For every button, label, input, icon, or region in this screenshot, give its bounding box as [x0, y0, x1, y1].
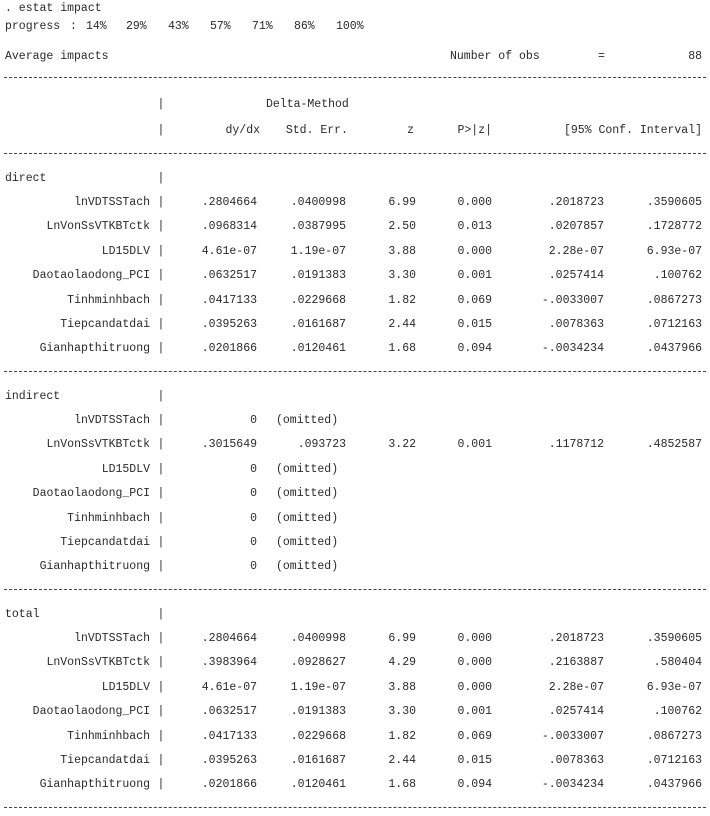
progress-step: 100% — [336, 20, 364, 33]
cell-ci-lower: .0078363 — [548, 318, 604, 331]
column-separator: | — [157, 705, 165, 718]
column-separator: | — [157, 778, 165, 791]
progress-step: 57% — [210, 20, 231, 33]
column-separator: | — [157, 294, 165, 307]
cell-dydx: .0417133 — [201, 730, 257, 743]
obs-equals: = — [598, 50, 605, 63]
cell-ci-lower: .2163887 — [548, 656, 604, 669]
cell-z: 3.88 — [388, 245, 416, 258]
section-label-direct: direct — [5, 172, 47, 185]
column-separator: | — [157, 608, 165, 621]
cell-ci-upper: .580404 — [653, 656, 702, 669]
cell-ci-lower: .0078363 — [548, 754, 604, 767]
row-variable-name: lnVDTSSTach — [74, 414, 150, 427]
column-separator: | — [157, 220, 165, 233]
cell-ci-lower: -.0034234 — [541, 342, 604, 355]
cell-z: 3.88 — [388, 681, 416, 694]
cell-ci-lower: -.0033007 — [541, 730, 604, 743]
row-variable-name: LnVonSsVTKBTctk — [46, 220, 150, 233]
row-variable-name: lnVDTSSTach — [74, 632, 150, 645]
cell-dydx: .3015649 — [201, 438, 257, 451]
row-variable-name: Gianhapthitruong — [39, 778, 150, 791]
cell-ci-upper: .3590605 — [646, 196, 702, 209]
cell-std-err: .093723 — [297, 438, 346, 451]
cell-std-err: 1.19e-07 — [290, 681, 346, 694]
cell-ci-upper: 6.93e-07 — [646, 245, 702, 258]
cell-p: 0.001 — [457, 438, 492, 451]
cell-z: 1.82 — [388, 294, 416, 307]
cell-ci-upper: .0867273 — [646, 730, 702, 743]
cell-z: 6.99 — [388, 196, 416, 209]
cell-dydx: .2804664 — [201, 632, 257, 645]
cell-p: 0.015 — [457, 318, 492, 331]
cell-dydx: 4.61e-07 — [201, 681, 257, 694]
cell-dydx: .0201866 — [201, 342, 257, 355]
column-separator: | — [157, 632, 165, 645]
cell-std-err: .0400998 — [290, 632, 346, 645]
cell-std-err: .0161687 — [290, 318, 346, 331]
column-separator: | — [157, 438, 165, 451]
row-variable-name: LD15DLV — [101, 463, 150, 476]
column-separator: | — [157, 512, 165, 525]
column-separator: | — [157, 656, 165, 669]
cell-p: 0.000 — [457, 681, 492, 694]
cell-std-err: .0400998 — [290, 196, 346, 209]
row-variable-name: lnVDTSSTach — [74, 196, 150, 209]
divider-split — [4, 153, 706, 154]
row-variable-name: Daotaolaodong_PCI — [32, 705, 150, 718]
cell-std-err: .0161687 — [290, 754, 346, 767]
cell-dydx: .0201866 — [201, 778, 257, 791]
cell-dydx: 0 — [250, 512, 257, 525]
divider — [4, 77, 706, 78]
cell-dydx: .0395263 — [201, 318, 257, 331]
row-variable-name: Tinhminhbach — [67, 512, 150, 525]
cell-ci-upper: .0712163 — [646, 754, 702, 767]
cell-ci-lower: .0257414 — [548, 269, 604, 282]
cell-p: 0.015 — [457, 754, 492, 767]
row-variable-name: Gianhapthitruong — [39, 560, 150, 573]
column-separator: | — [157, 681, 165, 694]
cell-dydx: 0 — [250, 560, 257, 573]
cell-dydx: 0 — [250, 536, 257, 549]
cell-z: 6.99 — [388, 632, 416, 645]
cell-ci-lower: .1178712 — [548, 438, 604, 451]
cell-dydx: 0 — [250, 414, 257, 427]
cell-ci-lower: 2.28e-07 — [548, 681, 604, 694]
progress-step: 43% — [168, 20, 189, 33]
cell-std-err: 1.19e-07 — [290, 245, 346, 258]
cell-std-err: .0387995 — [290, 220, 346, 233]
cell-z: 3.30 — [388, 269, 416, 282]
obs-value: 88 — [688, 50, 702, 63]
cell-p: 0.001 — [457, 269, 492, 282]
cell-ci-upper: .1728772 — [646, 220, 702, 233]
cell-dydx: .0417133 — [201, 294, 257, 307]
cell-z: 3.30 — [388, 705, 416, 718]
cell-z: 1.68 — [388, 342, 416, 355]
column-header-se: Std. Err. — [285, 124, 348, 137]
row-variable-name: Gianhapthitruong — [39, 342, 150, 355]
cell-std-err: .0191383 — [290, 269, 346, 282]
cell-std-err: .0120461 — [290, 778, 346, 791]
column-separator: | — [157, 560, 165, 573]
column-header-dydx: dy/dx — [225, 124, 260, 137]
cell-dydx: .2804664 — [201, 196, 257, 209]
cell-p: 0.001 — [457, 705, 492, 718]
column-separator: | — [157, 342, 165, 355]
column-separator: | — [157, 414, 165, 427]
column-separator: | — [157, 318, 165, 331]
row-variable-name: LnVonSsVTKBTctk — [46, 656, 150, 669]
column-separator: | — [157, 98, 165, 111]
cell-std-err: (omitted) — [276, 463, 339, 476]
cell-z: 1.82 — [388, 730, 416, 743]
cell-z: 2.44 — [388, 754, 416, 767]
cell-z: 3.22 — [388, 438, 416, 451]
cell-ci-upper: .4852587 — [646, 438, 702, 451]
column-separator: | — [157, 245, 165, 258]
cell-std-err: (omitted) — [276, 560, 339, 573]
cell-ci-lower: .2018723 — [548, 196, 604, 209]
cell-std-err: .0229668 — [290, 730, 346, 743]
cell-ci-lower: 2.28e-07 — [548, 245, 604, 258]
column-separator: | — [157, 487, 165, 500]
row-variable-name: Tinhminhbach — [67, 294, 150, 307]
cell-std-err: .0229668 — [290, 294, 346, 307]
cell-std-err: (omitted) — [276, 512, 339, 525]
progress-step: 86% — [294, 20, 315, 33]
cell-ci-upper: .0712163 — [646, 318, 702, 331]
cell-ci-upper: 6.93e-07 — [646, 681, 702, 694]
column-separator: | — [157, 196, 165, 209]
cell-p: 0.069 — [457, 294, 492, 307]
cell-std-err: (omitted) — [276, 536, 339, 549]
cell-ci-lower: -.0034234 — [541, 778, 604, 791]
column-separator: | — [157, 172, 165, 185]
cell-p: 0.094 — [457, 778, 492, 791]
progress-step: 14% — [86, 20, 107, 33]
column-separator: | — [157, 730, 165, 743]
cell-dydx: 0 — [250, 463, 257, 476]
summary-title: Average impacts — [5, 50, 109, 63]
cell-ci-upper: .100762 — [653, 705, 702, 718]
cell-std-err: .0191383 — [290, 705, 346, 718]
progress-label: progress — [5, 20, 61, 33]
column-header-z: z — [407, 124, 414, 137]
cell-dydx: 0 — [250, 487, 257, 500]
progress-step: 29% — [126, 20, 147, 33]
row-variable-name: LnVonSsVTKBTctk — [46, 438, 150, 451]
cell-ci-upper: .0437966 — [646, 778, 702, 791]
cell-ci-lower: .2018723 — [548, 632, 604, 645]
cell-ci-lower: .0257414 — [548, 705, 604, 718]
cell-p: 0.000 — [457, 632, 492, 645]
cell-ci-lower: .0207857 — [548, 220, 604, 233]
cell-dydx: .0632517 — [201, 705, 257, 718]
cell-std-err: (omitted) — [276, 487, 339, 500]
divider — [4, 371, 706, 372]
row-variable-name: LD15DLV — [101, 245, 150, 258]
cell-p: 0.000 — [457, 656, 492, 669]
method-label: Delta-Method — [266, 98, 349, 111]
divider — [4, 589, 706, 590]
cell-std-err: .0928627 — [290, 656, 346, 669]
column-separator: | — [157, 536, 165, 549]
row-variable-name: Tiepcandatdai — [60, 318, 150, 331]
section-label-indirect: indirect — [5, 390, 61, 403]
cell-p: 0.069 — [457, 730, 492, 743]
column-header-p: P>|z| — [457, 124, 492, 137]
row-variable-name: Daotaolaodong_PCI — [32, 487, 150, 500]
cell-z: 4.29 — [388, 656, 416, 669]
cell-z: 2.50 — [388, 220, 416, 233]
row-variable-name: Daotaolaodong_PCI — [32, 269, 150, 282]
cell-p: 0.013 — [457, 220, 492, 233]
cell-dydx: .3983964 — [201, 656, 257, 669]
divider — [4, 807, 706, 808]
cell-ci-lower: -.0033007 — [541, 294, 604, 307]
cell-dydx: 4.61e-07 — [201, 245, 257, 258]
row-variable-name: LD15DLV — [101, 681, 150, 694]
column-separator: | — [157, 754, 165, 767]
section-label-total: total — [5, 608, 40, 621]
cell-ci-upper: .3590605 — [646, 632, 702, 645]
cell-ci-upper: .100762 — [653, 269, 702, 282]
row-variable-name: Tinhminhbach — [67, 730, 150, 743]
row-variable-name: Tiepcandatdai — [60, 754, 150, 767]
cell-dydx: .0632517 — [201, 269, 257, 282]
cell-p: 0.094 — [457, 342, 492, 355]
column-separator: | — [157, 463, 165, 476]
column-separator: | — [157, 269, 165, 282]
cell-std-err: (omitted) — [276, 414, 339, 427]
cell-std-err: .0120461 — [290, 342, 346, 355]
column-separator: | — [157, 390, 165, 403]
cell-ci-upper: .0437966 — [646, 342, 702, 355]
cell-ci-upper: .0867273 — [646, 294, 702, 307]
cell-dydx: .0395263 — [201, 754, 257, 767]
column-separator: | — [157, 124, 165, 137]
progress-step: 71% — [252, 20, 273, 33]
cell-z: 1.68 — [388, 778, 416, 791]
cell-p: 0.000 — [457, 245, 492, 258]
obs-label: Number of obs — [450, 50, 540, 63]
row-variable-name: Tiepcandatdai — [60, 536, 150, 549]
cell-p: 0.000 — [457, 196, 492, 209]
progress-separator: : — [70, 20, 77, 33]
cell-z: 2.44 — [388, 318, 416, 331]
command-line: . estat impact — [5, 2, 102, 15]
column-header-ci: [95% Conf. Interval] — [563, 124, 702, 137]
cell-dydx: .0968314 — [201, 220, 257, 233]
